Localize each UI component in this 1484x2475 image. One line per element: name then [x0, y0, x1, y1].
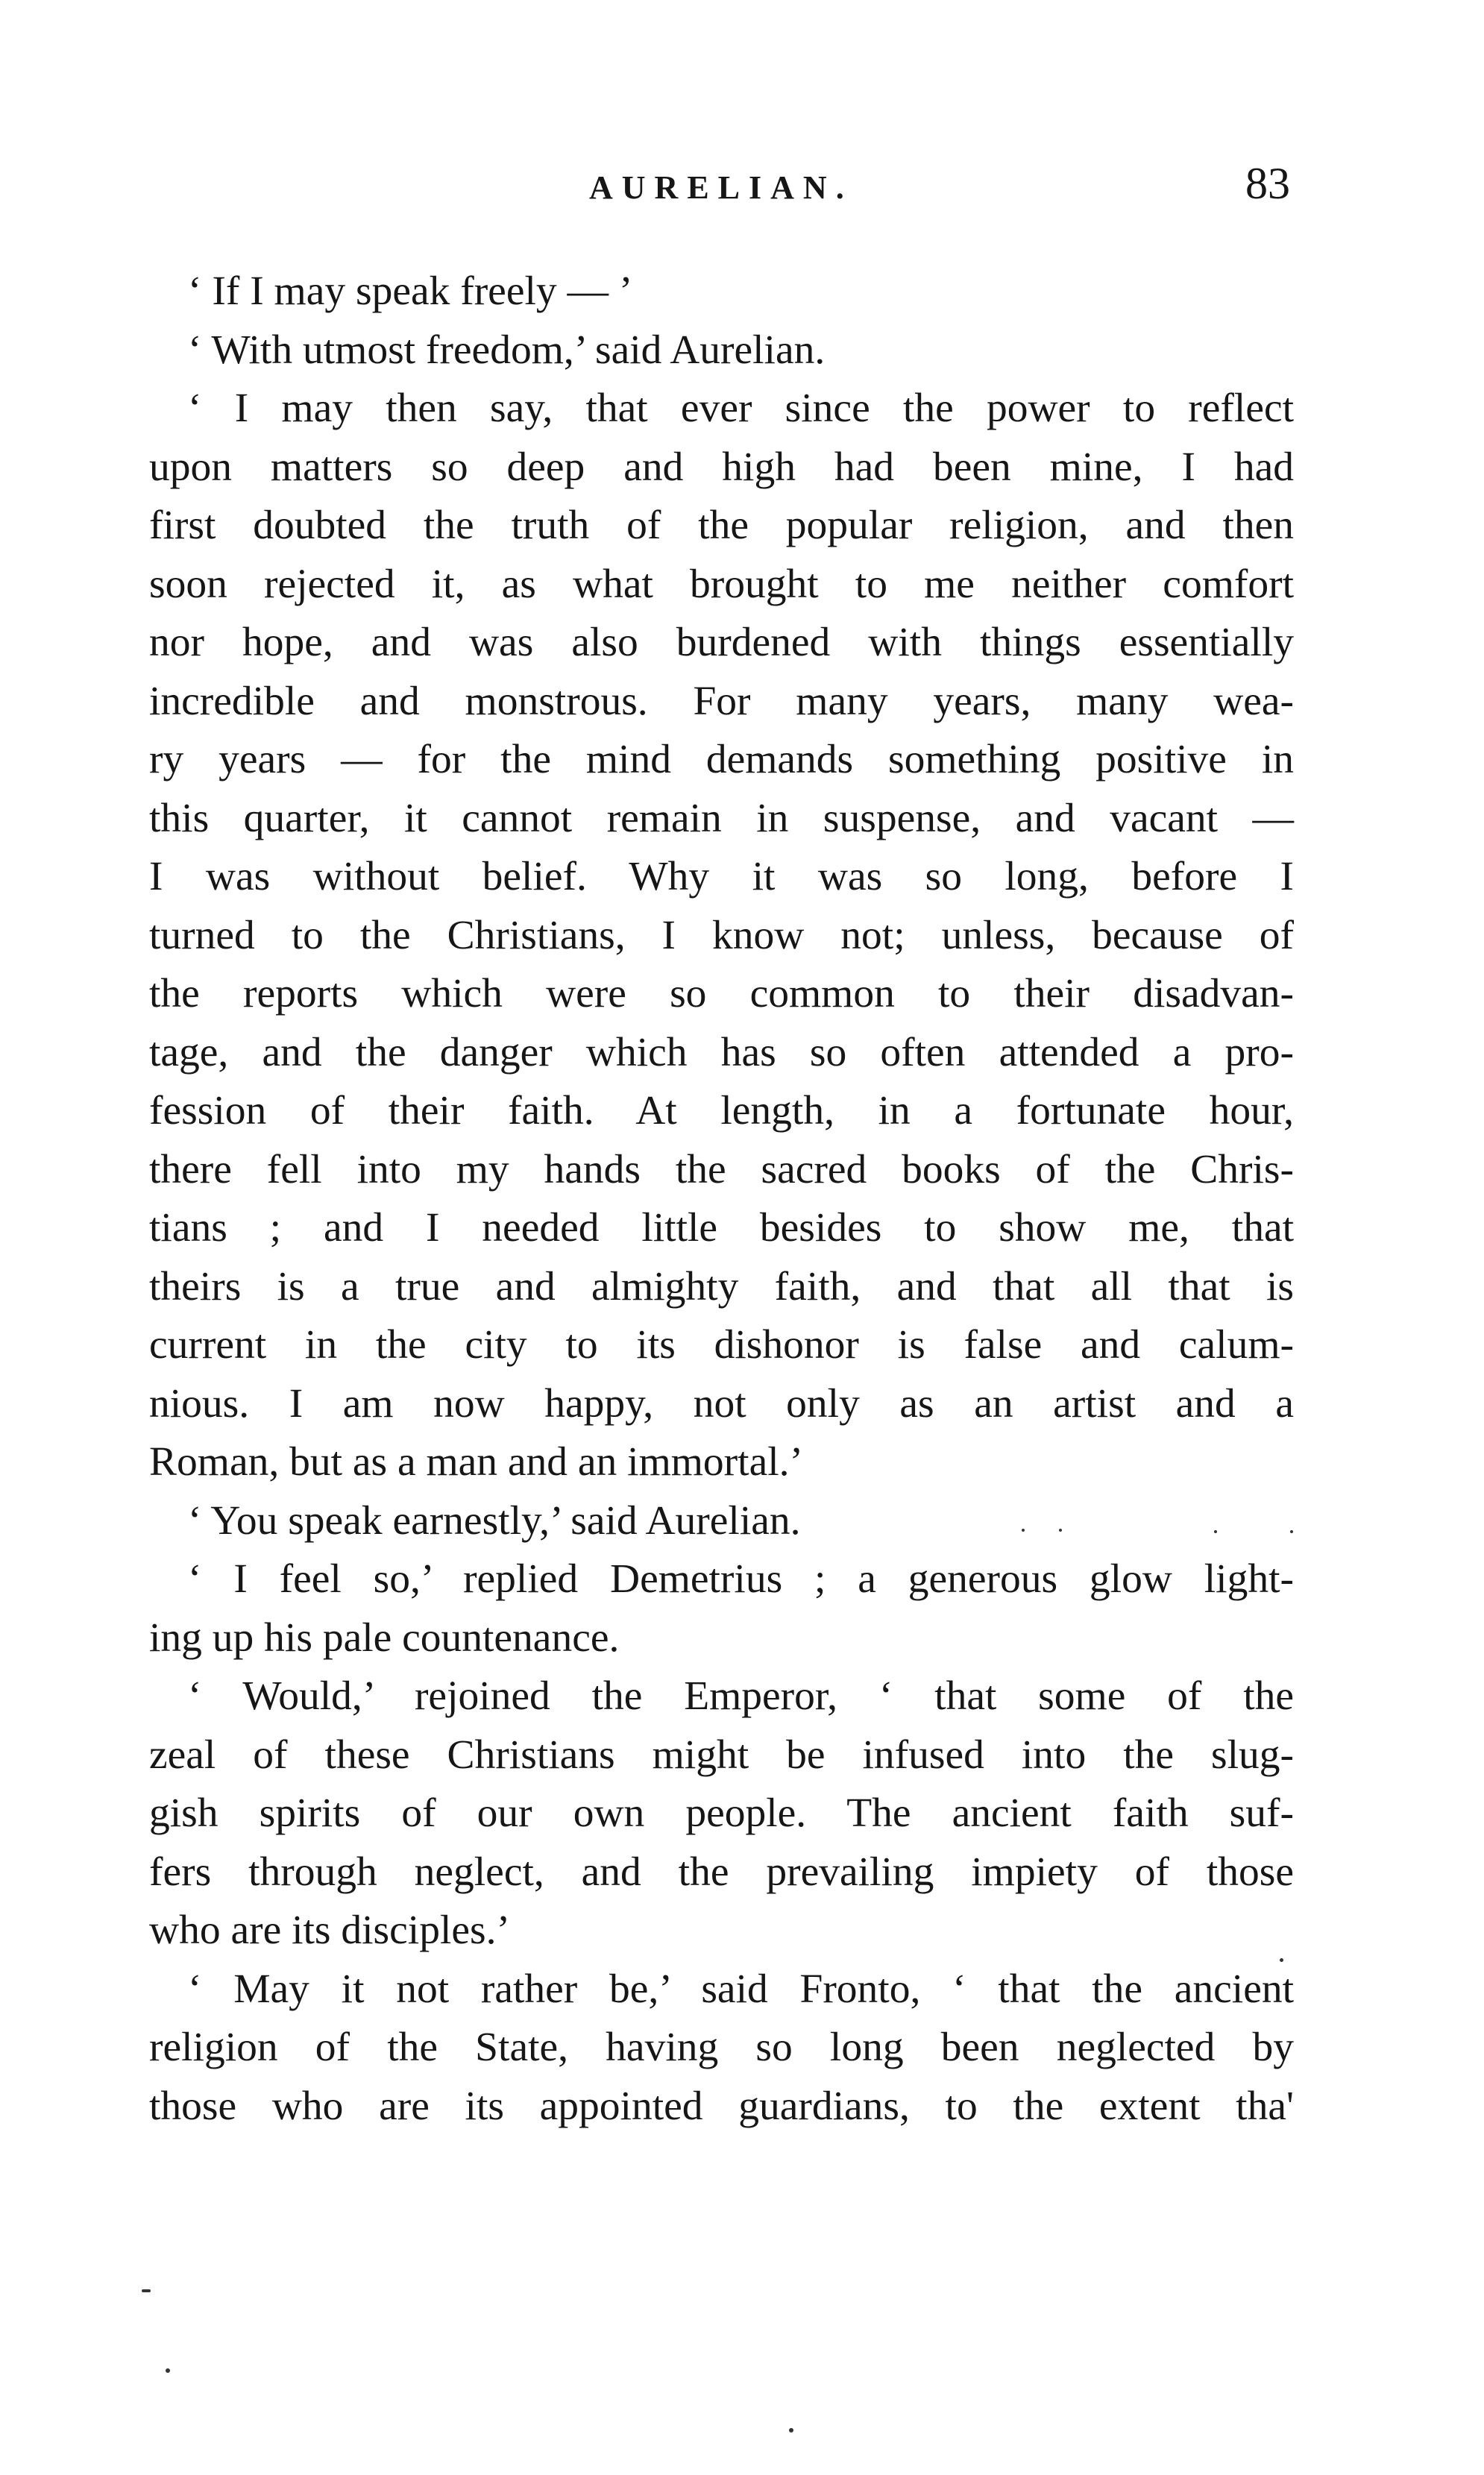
- text-line: ‘ May it not rather be,’ said Fronto, ‘ that the ancient: [188, 1966, 1294, 2012]
- scan-speck: [1290, 1530, 1293, 1533]
- text-line: theirs is a true and almighty faith, and that all that is: [149, 1263, 1294, 1309]
- text-line: ing up his pale countenance.: [149, 1614, 620, 1661]
- scan-speck: [1214, 1530, 1217, 1533]
- scan-speck: [142, 2289, 151, 2292]
- text-line: I was without belief. Why it was so long, before I: [149, 854, 1294, 899]
- scan-speck: [1059, 1529, 1062, 1532]
- text-line: ‘ If I may speak freely — ’: [188, 268, 633, 314]
- text-line: this quarter, it cannot remain in suspense, and vacant —: [149, 795, 1294, 841]
- running-head: [0, 158, 1484, 210]
- text-line: soon rejected it, as what brought to me neither comfort: [149, 561, 1294, 607]
- text-line: first doubted the truth of the popular religion, and then: [149, 503, 1294, 548]
- body-text: [149, 262, 1294, 2136]
- text-line: ‘ You speak earnestly,’ said Aurelian.: [188, 1497, 801, 1544]
- text-line: nious. I am now happy, not only as an artist and a: [149, 1380, 1294, 1427]
- text-line: ‘ Would,’ rejoined the Emperor, ‘ that some of the: [188, 1673, 1294, 1719]
- text-line: zeal of these Christians might be infused into the slug-: [149, 1732, 1294, 1778]
- text-line: fers through neglect, and the prevailing impiety of those: [149, 1849, 1294, 1895]
- text-line: fession of their faith. At length, in a fortunate hour,: [149, 1088, 1294, 1133]
- text-line: ‘ I feel so,’ replied Demetrius ; a generous glow light-: [188, 1556, 1294, 1602]
- text-line: those who are its appointed guardians, to the extent tha': [149, 2083, 1294, 2129]
- scan-speck: [166, 2368, 170, 2373]
- text-line: ‘ I may then say, that ever since the power to reflect: [188, 386, 1294, 431]
- text-line: religion of the State, having so long been neglected by: [149, 2025, 1294, 2070]
- text-line: nor hope, and was also burdened with things essentially: [149, 620, 1294, 665]
- text-line: tage, and the danger which has so often attended a pro-: [149, 1029, 1294, 1075]
- scan-speck: [789, 2428, 793, 2432]
- text-line: current in the city to its dishonor is false and calum-: [149, 1322, 1294, 1368]
- text-line: there fell into my hands the sacred books of the Chris-: [149, 1146, 1294, 1192]
- scan-speck: [1022, 1529, 1025, 1532]
- text-line: the reports which were so common to their disadvan-: [149, 971, 1294, 1016]
- text-line: ‘ With utmost freedom,’ said Aurelian.: [188, 327, 826, 373]
- text-line: Roman, but as a man and an immortal.’: [149, 1439, 803, 1485]
- text-line: tians ; and I needed little besides to show me, that: [149, 1205, 1294, 1251]
- scan-speck: [1280, 1958, 1283, 1962]
- text-line: who are its disciples.’: [149, 1908, 510, 1953]
- text-line: ry years — for the mind demands something positive in: [149, 737, 1294, 782]
- text-line: turned to the Christians, I know not; unless, because of: [149, 912, 1294, 958]
- page-number: 83: [1245, 159, 1290, 208]
- text-line: incredible and monstrous. For many years, many wea-: [149, 678, 1294, 724]
- text-line: gish spirits of our own people. The ancient faith suf-: [149, 1790, 1294, 1836]
- running-title: AURELIAN.: [589, 169, 853, 206]
- text-line: upon matters so deep and high had been mine, I had: [149, 444, 1294, 490]
